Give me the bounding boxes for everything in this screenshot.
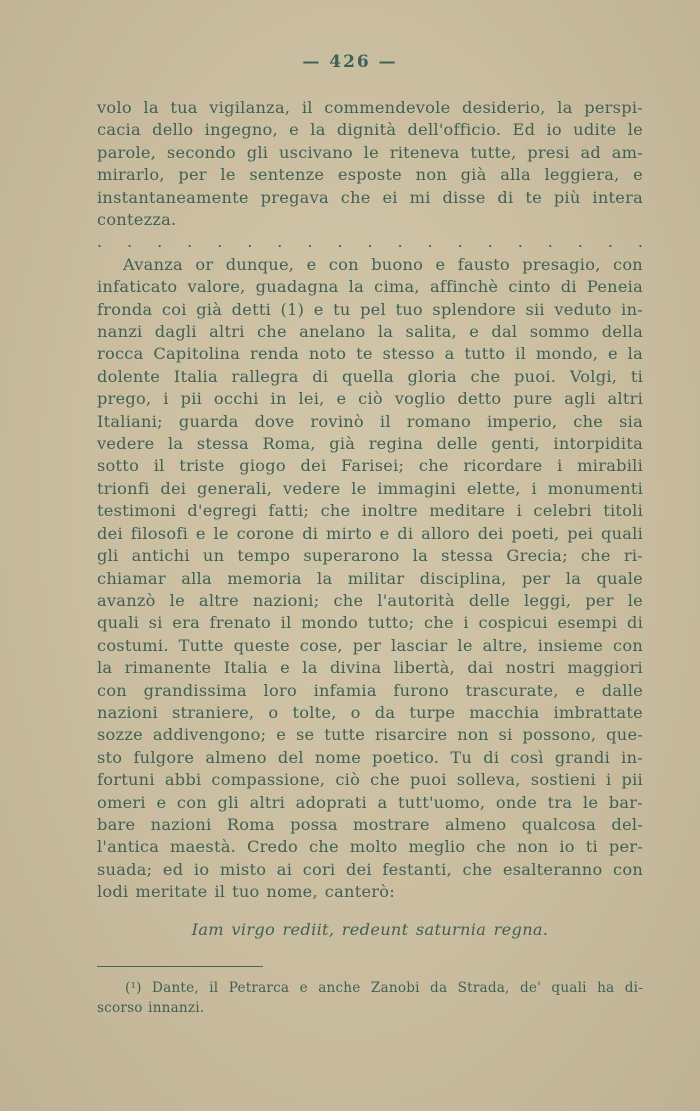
page-number: — 426 — bbox=[302, 52, 398, 72]
text-line: sozze addivengono; e se tutte risarcire non si possono, que- bbox=[97, 725, 643, 745]
latin-quote: Iam virgo rediit, redeunt saturnia regna. bbox=[191, 919, 549, 939]
text-line: la rimanente Italia e la divina libertà, dai nostri maggiori bbox=[97, 658, 643, 678]
text-line: avanzò le altre nazioni; che l'autorità delle leggi, per le bbox=[97, 590, 643, 610]
text-line: nazioni straniere, o tolte, o da turpe macchia imbrattate bbox=[97, 702, 643, 722]
text-line: gli antichi un tempo superarono la stessa Grecia; che ri- bbox=[97, 546, 643, 566]
text-line: parole, secondo gli uscivano le riteneva tutte, presi ad am- bbox=[97, 142, 643, 162]
text-line: nanzi dagli altri che anelano la salita, e dal sommo della bbox=[97, 322, 643, 342]
text-line: lodi meritate il tuo nome, canterò: bbox=[97, 882, 395, 902]
text-line: instantaneamente pregava che ei mi disse di te più intera bbox=[97, 187, 643, 207]
text-line: costumi. Tutte queste cose, per lasciar le altre, insieme con bbox=[97, 635, 643, 655]
text-line: prego, i pii occhi in lei, e ciò voglio detto pure agli altri bbox=[97, 389, 643, 409]
text-line: Avanza or dunque, e con buono e fausto presagio, con bbox=[123, 254, 643, 274]
text-line: sotto il triste giogo dei Farisei; che ricordare i mirabili bbox=[97, 456, 643, 476]
text-line: dei filosofi e le corone di mirto e di alloro dei poeti, pei quali bbox=[97, 523, 643, 543]
text-line: trionfi dei generali, vedere le immagini elette, i monumenti bbox=[97, 478, 643, 498]
text-line: mirarlo, per le sentenze esposte non già alla leggiera, e bbox=[97, 165, 643, 185]
text-block bbox=[97, 97, 643, 1018]
text-line: fronda coi già detti (1) e tu pel tuo splendore sii veduto in- bbox=[97, 299, 643, 319]
text-line: infaticato valore, guadagna la cima, affinchè cinto di Peneia bbox=[97, 277, 643, 297]
text-line: con grandissima loro infamia furono trascurate, e dalle bbox=[97, 680, 643, 700]
text-line: testimoni d'egregi fatti; che inoltre meditare i celebri titoli bbox=[97, 501, 643, 521]
paragraph-2 bbox=[97, 254, 643, 904]
text-line: quali si era frenato il mondo tutto; che i cospicui esempi di bbox=[97, 613, 643, 633]
text-line: rocca Capitolina renda noto te stesso a tutto il mondo, e la bbox=[97, 344, 643, 364]
text-line: (¹) Dante, il Petrarca e anche Zanobi da Strada, de' quali ha di- bbox=[125, 980, 643, 997]
text-line: scorso innanzi. bbox=[97, 999, 205, 1016]
text-line: suada; ed io misto ai cori dei festanti, che esalteranno con bbox=[97, 859, 643, 879]
text-line: bare nazioni Roma possa mostrare almeno qualcosa del- bbox=[97, 814, 643, 834]
paragraph-1 bbox=[97, 97, 643, 231]
text-line: chiamar alla memoria la militar disciplina, per la quale bbox=[97, 568, 643, 588]
text-line: contezza. bbox=[97, 210, 177, 230]
text-line: cacia dello ingegno, e la dignità dell'officio. Ed io udite le bbox=[97, 120, 643, 140]
dotted-separator: . . . . . . . . . . . . . . . . . . . bbox=[97, 232, 643, 252]
text-line: Italiani; guarda dove rovinò il romano imperio, che sia bbox=[97, 411, 643, 431]
text-line: fortuni abbi compassione, ciò che puoi solleva, sostieni i pii bbox=[97, 770, 643, 790]
text-line: vedere la stessa Roma, già regina delle genti, intorpidita bbox=[97, 434, 643, 454]
text-line: sto fulgore almeno del nome poetico. Tu di così grandi in- bbox=[97, 747, 643, 767]
footnote bbox=[97, 979, 643, 1018]
text-line: volo la tua vigilanza, il commendevole desiderio, la perspi- bbox=[97, 98, 643, 117]
text-line: l'antica maestà. Credo che molto meglio che non io ti per- bbox=[97, 837, 643, 857]
text-line: omeri e con gli altri adoprati a tutt'uomo, onde tra le bar- bbox=[97, 792, 643, 812]
footnote-rule bbox=[97, 966, 263, 967]
text-line: dolente Italia rallegra di quella gloria che puoi. Volgi, ti bbox=[97, 366, 643, 386]
